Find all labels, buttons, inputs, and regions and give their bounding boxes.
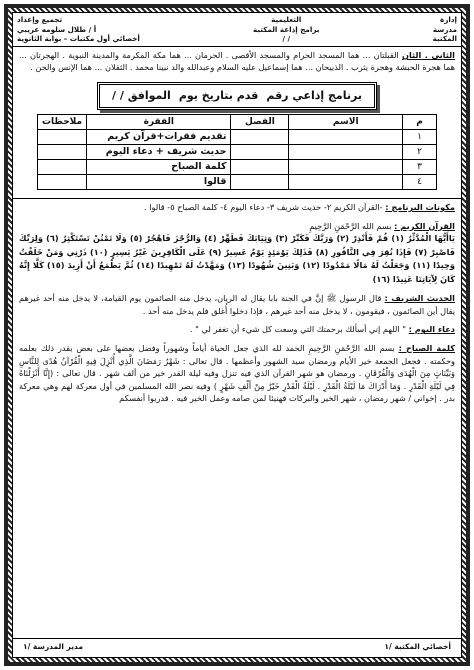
document-header — [13, 13, 461, 44]
morning-text: بسم الله الرَّحْمَنِ الرَّحِيمِ الحمد لله الذي جعل الحياة أياماً وشهوراً وفضل بعضها على بعض بقدر ذلك بعلمه وحكمته . فجعل الجمعة خير الأيام ورمضان سيد الشهور وأعظمها . قال تعالى : شَهْرُ رَمَضَانَ الَّذِي أُنْزِلَ فِيهِ الْقُرْآنُ هُدًى لِلنَّاسِ وَبَيِّنَاتٍ مِنَ الْهُدَى وَالْفُرْقَانِ . ورمضان هو شهر القرآن الذي فيه تنزل وفيه ليلة القدر خير من ألف شهر . قال تعالى : (إِنَّا أَنْزَلْنَاهُ فِي لَيْلَةِ الْقَدْرِ . وَمَا أَدْرَاكَ مَا لَيْلَةُ الْقَدْرِ . لَيْلَةُ الْقَدْرِ خَيْرٌ مِنْ أَلْفِ شَهْرٍ ) وفيه نصر الله المسلمين في أول معركة لهم وهي معركة بدر . إخواني / شهر رمضان ، شهر الخير والبركات فهنيئا لمن صامه وعمل الخير فيه . فدربوا أنفسكم — [19, 342, 455, 404]
column-header-name: الاسم — [289, 114, 403, 129]
table-row — [38, 129, 437, 144]
document-sheet — [12, 12, 462, 658]
quran-basmala: بسم الله الرَّحْمَنِ الرَّحِيمِ — [309, 220, 392, 231]
row-segment: كلمة الصباح — [87, 159, 231, 174]
hadith-label: الحديث الشريف : — [384, 293, 455, 304]
program-number-label: برنامج إذاعي رقم — [266, 88, 362, 102]
table-row — [38, 159, 437, 174]
header-title: برامج إذاعة المكتبة — [252, 24, 320, 34]
header-divider — [13, 46, 461, 47]
header-right-line: إدارة — [440, 15, 457, 24]
header-right-line: المكتبة — [432, 34, 457, 44]
dua-label: دعاء اليوم : — [408, 324, 455, 335]
row-segment: تقديم فقرات+قرآن كريم — [87, 129, 231, 144]
hadith-section — [13, 292, 461, 317]
footer-principal: مدير المدرسة /١ — [23, 642, 83, 651]
header-date: / / — [282, 34, 291, 44]
row-class — [231, 159, 289, 174]
hadith-text: قال الرسول ﷺ إنَّ في الجنة بابا يقال له الريان، يدخل منه الصائمون يوم القيامة، لا يدخل منه أحد غيرهم يقال أين الصائمون ، فيقومون ، لا يدخل منه أحد غيرهم ، فإذا دخلوا أُغلق فلم يدخل منه أحد . — [19, 293, 455, 316]
dua-section — [13, 323, 461, 336]
row-notes — [38, 129, 87, 144]
header-left-line: أ / طلال سلومه عريبي — [17, 24, 97, 34]
row-class — [231, 174, 289, 189]
row-name — [289, 174, 403, 189]
program-box — [97, 82, 377, 110]
column-header-class: الفصل — [231, 114, 289, 129]
table-header-row — [38, 114, 437, 129]
morning-label: كلمة الصباح : — [398, 342, 455, 353]
row-notes — [38, 144, 87, 159]
components-section — [13, 201, 461, 214]
row-notes — [38, 159, 87, 174]
program-corresponding-label: الموافق / / — [112, 88, 171, 102]
intro-paragraph — [13, 49, 461, 74]
table-row — [38, 174, 437, 189]
row-name — [289, 144, 403, 159]
row-number: ٤ — [403, 174, 437, 189]
morning-word-section — [13, 342, 461, 405]
intro-text: القبلتان ... هما المسجد الحرام والمسجد الأقصى . الحرمان ... هما مكة المكرمة والمدينة النبوية . الهجرتان ... هما هجرة الحبشة وهجرة يثرب . الذبيحان ... هما إسماعيل عليه السلام وعبدالله والد نبينا محمد . الثقلان ... هما الإنس والجن . — [19, 49, 455, 73]
row-class — [231, 129, 289, 144]
components-text: -القرآن الكريم ٢- حديث شريف ٣- دعاء اليوم ٤- كلمة الصباح ٥- قالوا . — [144, 201, 383, 212]
header-left — [17, 15, 140, 44]
intro-label: الثاني . الثان — [401, 49, 455, 60]
row-number: ٢ — [403, 144, 437, 159]
quran-text: يَاأَيُّهَا الْمُدَّثِّرُ (١) قُمْ فَأَنْذِرْ (٢) وَرَبَّكَ فَكَبِّرْ (٣) وَثِيَابَكَ فَطَهِّرْ (٤) وَالرُّجْزَ فَاهْجُرْ (٥) وَلَا تَمْنُنْ تَسْتَكْثِرُ (٦) وَلِرَبِّكَ فَاصْبِرْ (٧) فَإِذَا نُقِرَ فِي النَّاقُورِ (٨) فَذَلِكَ يَوْمَئِذٍ يَوْمٌ عَسِيرٌ (٩) عَلَى الْكَافِرِينَ غَيْرُ يَسِيرٍ (١٠) ذَرْنِي وَمَنْ خَلَقْتُ وَحِيدًا (١١) وَجَعَلْتُ لَهُ مَالًا مَمْدُودًا (١٢) وَبَنِينَ شُهُودًا (١٣) وَمَهَّدْتُ لَهُ تَمْهِيدًا (١٤) ثُمَّ يَطْمَعُ أَنْ أَزِيدَ (١٥) كَلَّا إِنَّهُ كَانَ لِآيَاتِنَا عَنِيدًا (١٦) — [19, 233, 456, 284]
row-number: ٣ — [403, 159, 437, 174]
quran-label: القرآن الكريم : — [394, 220, 455, 231]
header-center-top: التعليمية — [271, 15, 302, 24]
row-segment: حديث شريف + دعاء اليوم — [87, 144, 231, 159]
quran-section — [13, 220, 461, 233]
column-header-segment: الفقرة — [87, 114, 231, 129]
section-divider — [13, 198, 461, 199]
header-right-line: مدرسة — [432, 24, 457, 34]
footer-librarian: أخصائي المكتبة /١ — [384, 642, 451, 651]
header-left-line: أخصائي أول مكتبات – بوابة الثانوية — [17, 34, 140, 44]
row-segment: قالوا — [87, 174, 231, 189]
header-left-line: تجميع وإعداد — [17, 15, 63, 24]
column-header-notes: ملاحظات — [38, 114, 87, 129]
table-row — [38, 144, 437, 159]
row-name — [289, 159, 403, 174]
row-class — [231, 144, 289, 159]
column-header-number: م — [403, 114, 437, 129]
program-date-label: قدم بتاريخ يوم — [178, 88, 259, 102]
row-name — [289, 129, 403, 144]
program-table — [37, 114, 437, 190]
header-right — [433, 15, 457, 44]
dua-text: " اللهم إني أسألك برحمتك التي وسعت كل شيء أن تغفر لي " . — [189, 324, 406, 335]
row-notes — [38, 174, 87, 189]
document-footer — [13, 638, 461, 657]
header-center — [253, 15, 320, 44]
components-label: مكونات البرنامج : — [385, 201, 455, 212]
row-number: ١ — [403, 129, 437, 144]
